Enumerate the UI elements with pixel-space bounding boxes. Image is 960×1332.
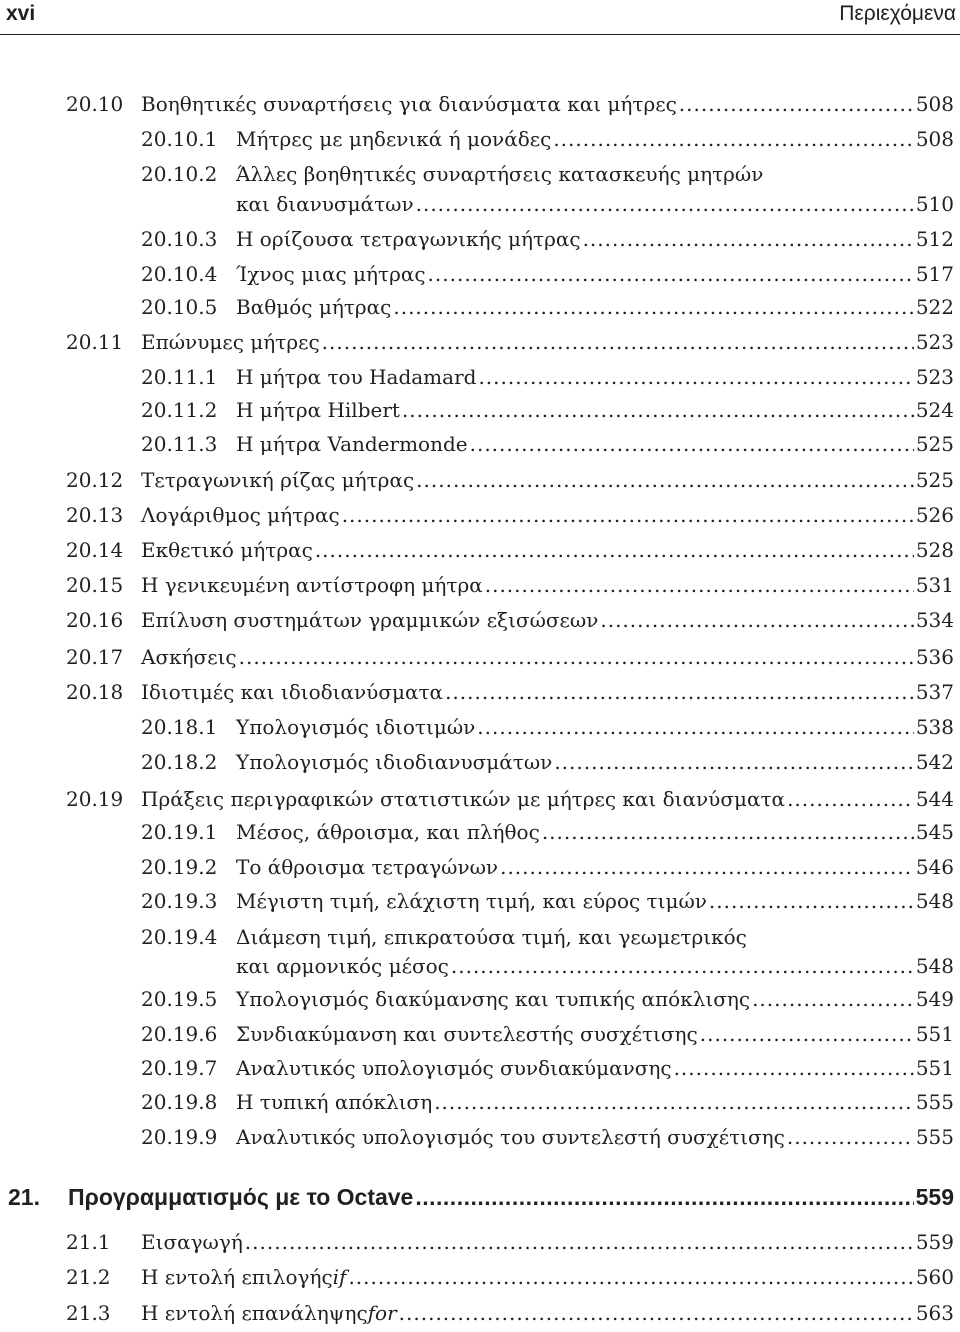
toc-entry-number: 20.19.7: [141, 1056, 218, 1080]
toc-entry: [0, 679, 960, 705]
dot-leader: [393, 294, 913, 320]
toc-entry-number: 20.19.6: [141, 1022, 218, 1046]
toc-entry-title: Η εντολή επιλογής: [141, 1265, 333, 1289]
toc-entry-number: 20.10.5: [141, 295, 218, 319]
toc-entry: [0, 1300, 960, 1326]
toc-entry: [0, 502, 960, 528]
dot-leader: [342, 502, 914, 528]
toc-entry-title: Ασκήσεις: [141, 645, 237, 669]
dot-leader: [445, 679, 914, 705]
toc-entry-page-number: 548: [915, 954, 954, 978]
toc-entry-title: Εισαγωγή: [141, 1230, 243, 1254]
toc-entry: [0, 572, 960, 598]
toc-entry-number: 21.3: [66, 1301, 111, 1325]
toc-entry-page-number: 548: [915, 889, 954, 913]
toc-entry-number: 20.10: [66, 92, 124, 116]
dot-leader: [787, 1124, 914, 1150]
toc-entry-page-number: 536: [915, 645, 954, 669]
toc-entry-title: Το άθροισμα τετραγώνων: [236, 855, 499, 879]
dot-leader: [674, 1055, 914, 1081]
dot-leader: [787, 786, 914, 812]
toc-entry-title-keyword: if: [332, 1265, 347, 1289]
toc-entry: [0, 1055, 960, 1081]
toc-entry-title: Υπολογισμός ιδιοδιανυσμάτων: [236, 750, 553, 774]
dot-leader: [500, 854, 914, 880]
dot-leader: [679, 91, 914, 117]
toc-entry-page-number: 510: [915, 192, 954, 216]
toc-entry: [0, 953, 960, 979]
toc-entry: [0, 607, 960, 633]
toc-entry-number: 20.18: [66, 680, 124, 704]
toc-entry-number: 20.12: [66, 468, 124, 492]
toc-entry-page-number: 560: [915, 1265, 954, 1289]
toc-entry-title: Μέγιστη τιμή, ελάχιστη τιμή, και εύρος τιμών: [236, 889, 707, 913]
toc-entry-number: 20.15: [66, 573, 124, 597]
toc-entry-title: Η εντολή επανάληψης: [141, 1301, 368, 1325]
toc-entry: [0, 431, 960, 457]
toc-entry: [0, 986, 960, 1012]
toc-entry: [0, 91, 960, 117]
toc-entry-number: 20.19.1: [141, 820, 218, 844]
toc-entry-page-number: 563: [915, 1301, 954, 1325]
toc-entry: [0, 1089, 960, 1115]
dot-leader: [451, 953, 914, 979]
toc-entry-number: 20.11.3: [141, 432, 218, 456]
dot-leader: [485, 572, 914, 598]
toc-entry-title: Η μήτρα του Hadamard: [236, 365, 477, 389]
toc-entry-page-number: 508: [915, 127, 954, 151]
toc-entry-page-number: 512: [915, 227, 954, 251]
dot-leader: [416, 191, 914, 217]
toc-entry-number: 20.17: [66, 645, 124, 669]
toc-entry-page-number: 545: [915, 820, 954, 844]
toc-entry-number: 21.2: [66, 1265, 111, 1289]
toc-entry-title: Βαθμός μήτρας: [236, 295, 392, 319]
toc-entry-page-number: 555: [915, 1125, 954, 1149]
toc-entry-number: 20.11.2: [141, 398, 218, 422]
toc-entry: [0, 364, 960, 390]
toc-entry-title: Ίχνος μιας μήτρας: [236, 262, 426, 286]
toc-entry: [0, 1124, 960, 1150]
dot-leader: [428, 261, 914, 287]
toc-entry-title: Η γενικευμένη αντίστροφη μήτρα: [141, 573, 483, 597]
toc-entry-title: Η ορίζουσα τετραγωνικής μήτρας: [236, 227, 581, 251]
toc-entry: [0, 329, 960, 355]
dot-leader: [600, 607, 913, 633]
toc-entry-page-number: 528: [915, 538, 954, 562]
toc-entry-page-number: 559: [915, 1230, 954, 1254]
dot-leader: [322, 329, 914, 355]
toc-entry-number: 20.19.8: [141, 1090, 218, 1114]
dot-leader: [239, 644, 914, 670]
dot-leader: [399, 1300, 914, 1326]
toc-entry: [0, 749, 960, 775]
toc-entry-title: και διανυσμάτων: [236, 192, 414, 216]
toc-entry: [0, 191, 960, 217]
toc-entry: [0, 1021, 960, 1047]
toc-entry: [0, 537, 960, 563]
dot-leader: [402, 397, 914, 423]
dot-leader: [752, 986, 914, 1012]
toc-entry: [0, 397, 960, 423]
toc-entry-number: 20.19.9: [141, 1125, 218, 1149]
toc-entry-title: Επώνυμες μήτρες: [141, 330, 320, 354]
toc-entry: [0, 226, 960, 252]
toc-entry-number: 20.11: [66, 330, 124, 354]
dot-leader: [416, 467, 914, 493]
toc-entry-number: 20.14: [66, 538, 124, 562]
toc-entry-page-number: 546: [915, 855, 954, 879]
toc-entry-number: 20.19: [66, 787, 124, 811]
toc-entry-title-keyword: for: [367, 1301, 397, 1325]
dot-leader: [315, 537, 914, 563]
toc-entry: [0, 261, 960, 287]
toc-chapter-entry: [0, 1184, 960, 1210]
running-header: [0, 0, 960, 36]
toc-entry-title: Μήτρες με μηδενικά ή μονάδες: [236, 127, 552, 151]
toc-entry-number: 20.18.1: [141, 715, 218, 739]
dot-leader: [470, 431, 914, 457]
toc-entry-title: Συνδιακύμανση και συντελεστής συσχέτισης: [236, 1022, 698, 1046]
toc-entry-page-number: 526: [915, 503, 954, 527]
header-rule: [0, 34, 960, 35]
toc-entry: [0, 854, 960, 880]
toc-entry: [0, 161, 960, 187]
toc-entry-page-number: 544: [915, 787, 954, 811]
toc-entry-page-number: 524: [915, 398, 954, 422]
toc-entry-title: Εκθετικό μήτρας: [141, 538, 313, 562]
toc-entry-title: Άλλες βοηθητικές συναρτήσεις κατασκευής μητρών: [236, 162, 764, 186]
toc-entry-page-number: 522: [915, 295, 954, 319]
toc-entry: [0, 467, 960, 493]
toc-entry-number: 21.1: [66, 1230, 111, 1254]
toc-entry: [0, 1264, 960, 1290]
dot-leader: [415, 1184, 913, 1210]
page-number-label: xvi: [6, 2, 36, 25]
toc-entry-page-number: 517: [915, 262, 954, 286]
toc-entry-page-number: 525: [915, 432, 954, 456]
toc-entry-number: 20.19.5: [141, 987, 218, 1011]
toc-entry-number: 20.10.1: [141, 127, 218, 151]
toc-entry-title: Αναλυτικός υπολογισμός του συντελεστή συσχέτισης: [236, 1125, 785, 1149]
toc-entry-number: 20.10.4: [141, 262, 218, 286]
toc-entry-page-number: 551: [915, 1056, 954, 1080]
toc-entry-number: 21.: [8, 1184, 40, 1210]
toc-entry: [0, 819, 960, 845]
toc-entry-title: Η τυπική απόκλιση: [236, 1090, 433, 1114]
dot-leader: [477, 714, 914, 740]
dot-leader: [583, 226, 914, 252]
toc-entry: [0, 786, 960, 812]
dot-leader: [554, 749, 914, 775]
toc-entry-title: Η μήτρα Hilbert: [236, 398, 400, 422]
toc-entry: [0, 1229, 960, 1255]
toc-entry-title: Αναλυτικός υπολογισμός συνδιακύμανσης: [236, 1056, 672, 1080]
toc-entry-number: 20.11.1: [141, 365, 218, 389]
toc-entry: [0, 714, 960, 740]
toc-entry-number: 20.18.2: [141, 750, 218, 774]
toc-entry: [0, 924, 960, 950]
toc-entry: [0, 126, 960, 152]
toc-entry-title: Υπολογισμός ιδιοτιμών: [236, 715, 476, 739]
toc-entry-page-number: 508: [915, 92, 954, 116]
toc-entry-page-number: 537: [915, 680, 954, 704]
toc-entry-title: Μέσος, άθροισμα, και πλήθος: [236, 820, 540, 844]
toc-entry-number: 20.10.3: [141, 227, 218, 251]
toc-entry-page-number: 525: [915, 468, 954, 492]
toc-entry-page-number: 523: [915, 365, 954, 389]
dot-leader: [348, 1264, 913, 1290]
toc-entry-number: 20.19.3: [141, 889, 218, 913]
toc-entry: [0, 294, 960, 320]
toc-entry-title: Ιδιοτιμές και ιδιοδιανύσματα: [141, 680, 444, 704]
toc-entry-page-number: 523: [915, 330, 954, 354]
running-section-title: Περιεχόμενα: [839, 2, 956, 25]
toc-entry-number: 20.10.2: [141, 162, 218, 186]
toc-entry: [0, 644, 960, 670]
toc-entry-page-number: 534: [915, 608, 954, 632]
toc-entry-title: Υπολογισμός διακύμανσης και τυπικής απόκλισης: [236, 987, 751, 1011]
toc-entry-title: και αρμονικός μέσος: [236, 954, 449, 978]
dot-leader: [478, 364, 913, 390]
toc-entry-page-number: 551: [915, 1022, 954, 1046]
toc-entry-title: Η μήτρα Vandermonde: [236, 432, 468, 456]
toc-entry-title: Διάμεση τιμή, επικρατούσα τιμή, και γεωμετρικός: [236, 925, 747, 949]
toc-entry-number: 20.16: [66, 608, 124, 632]
dot-leader: [245, 1229, 914, 1255]
toc-entry-title: Πράξεις περιγραφικών στατιστικών με μήτρες και διανύσματα: [141, 787, 786, 811]
toc-entry-number: 20.13: [66, 503, 124, 527]
toc-entry-title: Λογάριθμος μήτρας: [141, 503, 340, 527]
toc-entry-title: Βοηθητικές συναρτήσεις για διανύσματα και μήτρες: [141, 92, 677, 116]
toc-entry-title: Επίλυση συστημάτων γραμμικών εξισώσεων: [141, 608, 599, 632]
toc-entry-title: Προγραμματισμός με το Octave: [68, 1184, 414, 1210]
toc-entry-number: 20.19.4: [141, 925, 218, 949]
toc-entry-page-number: 531: [915, 573, 954, 597]
toc-entry-page-number: 542: [915, 750, 954, 774]
toc-entry: [0, 888, 960, 914]
dot-leader: [553, 126, 914, 152]
toc-entry-page-number: 549: [915, 987, 954, 1011]
dot-leader: [700, 1021, 914, 1047]
toc-entry-page-number: 538: [915, 715, 954, 739]
dot-leader: [709, 888, 914, 914]
toc-entry-page-number: 559: [915, 1184, 954, 1210]
toc-entry-number: 20.19.2: [141, 855, 218, 879]
dot-leader: [542, 819, 914, 845]
dot-leader: [434, 1089, 914, 1115]
toc-entry-page-number: 555: [915, 1090, 954, 1114]
toc-entry-title: Τετραγωνική ρίζας μήτρας: [141, 468, 415, 492]
